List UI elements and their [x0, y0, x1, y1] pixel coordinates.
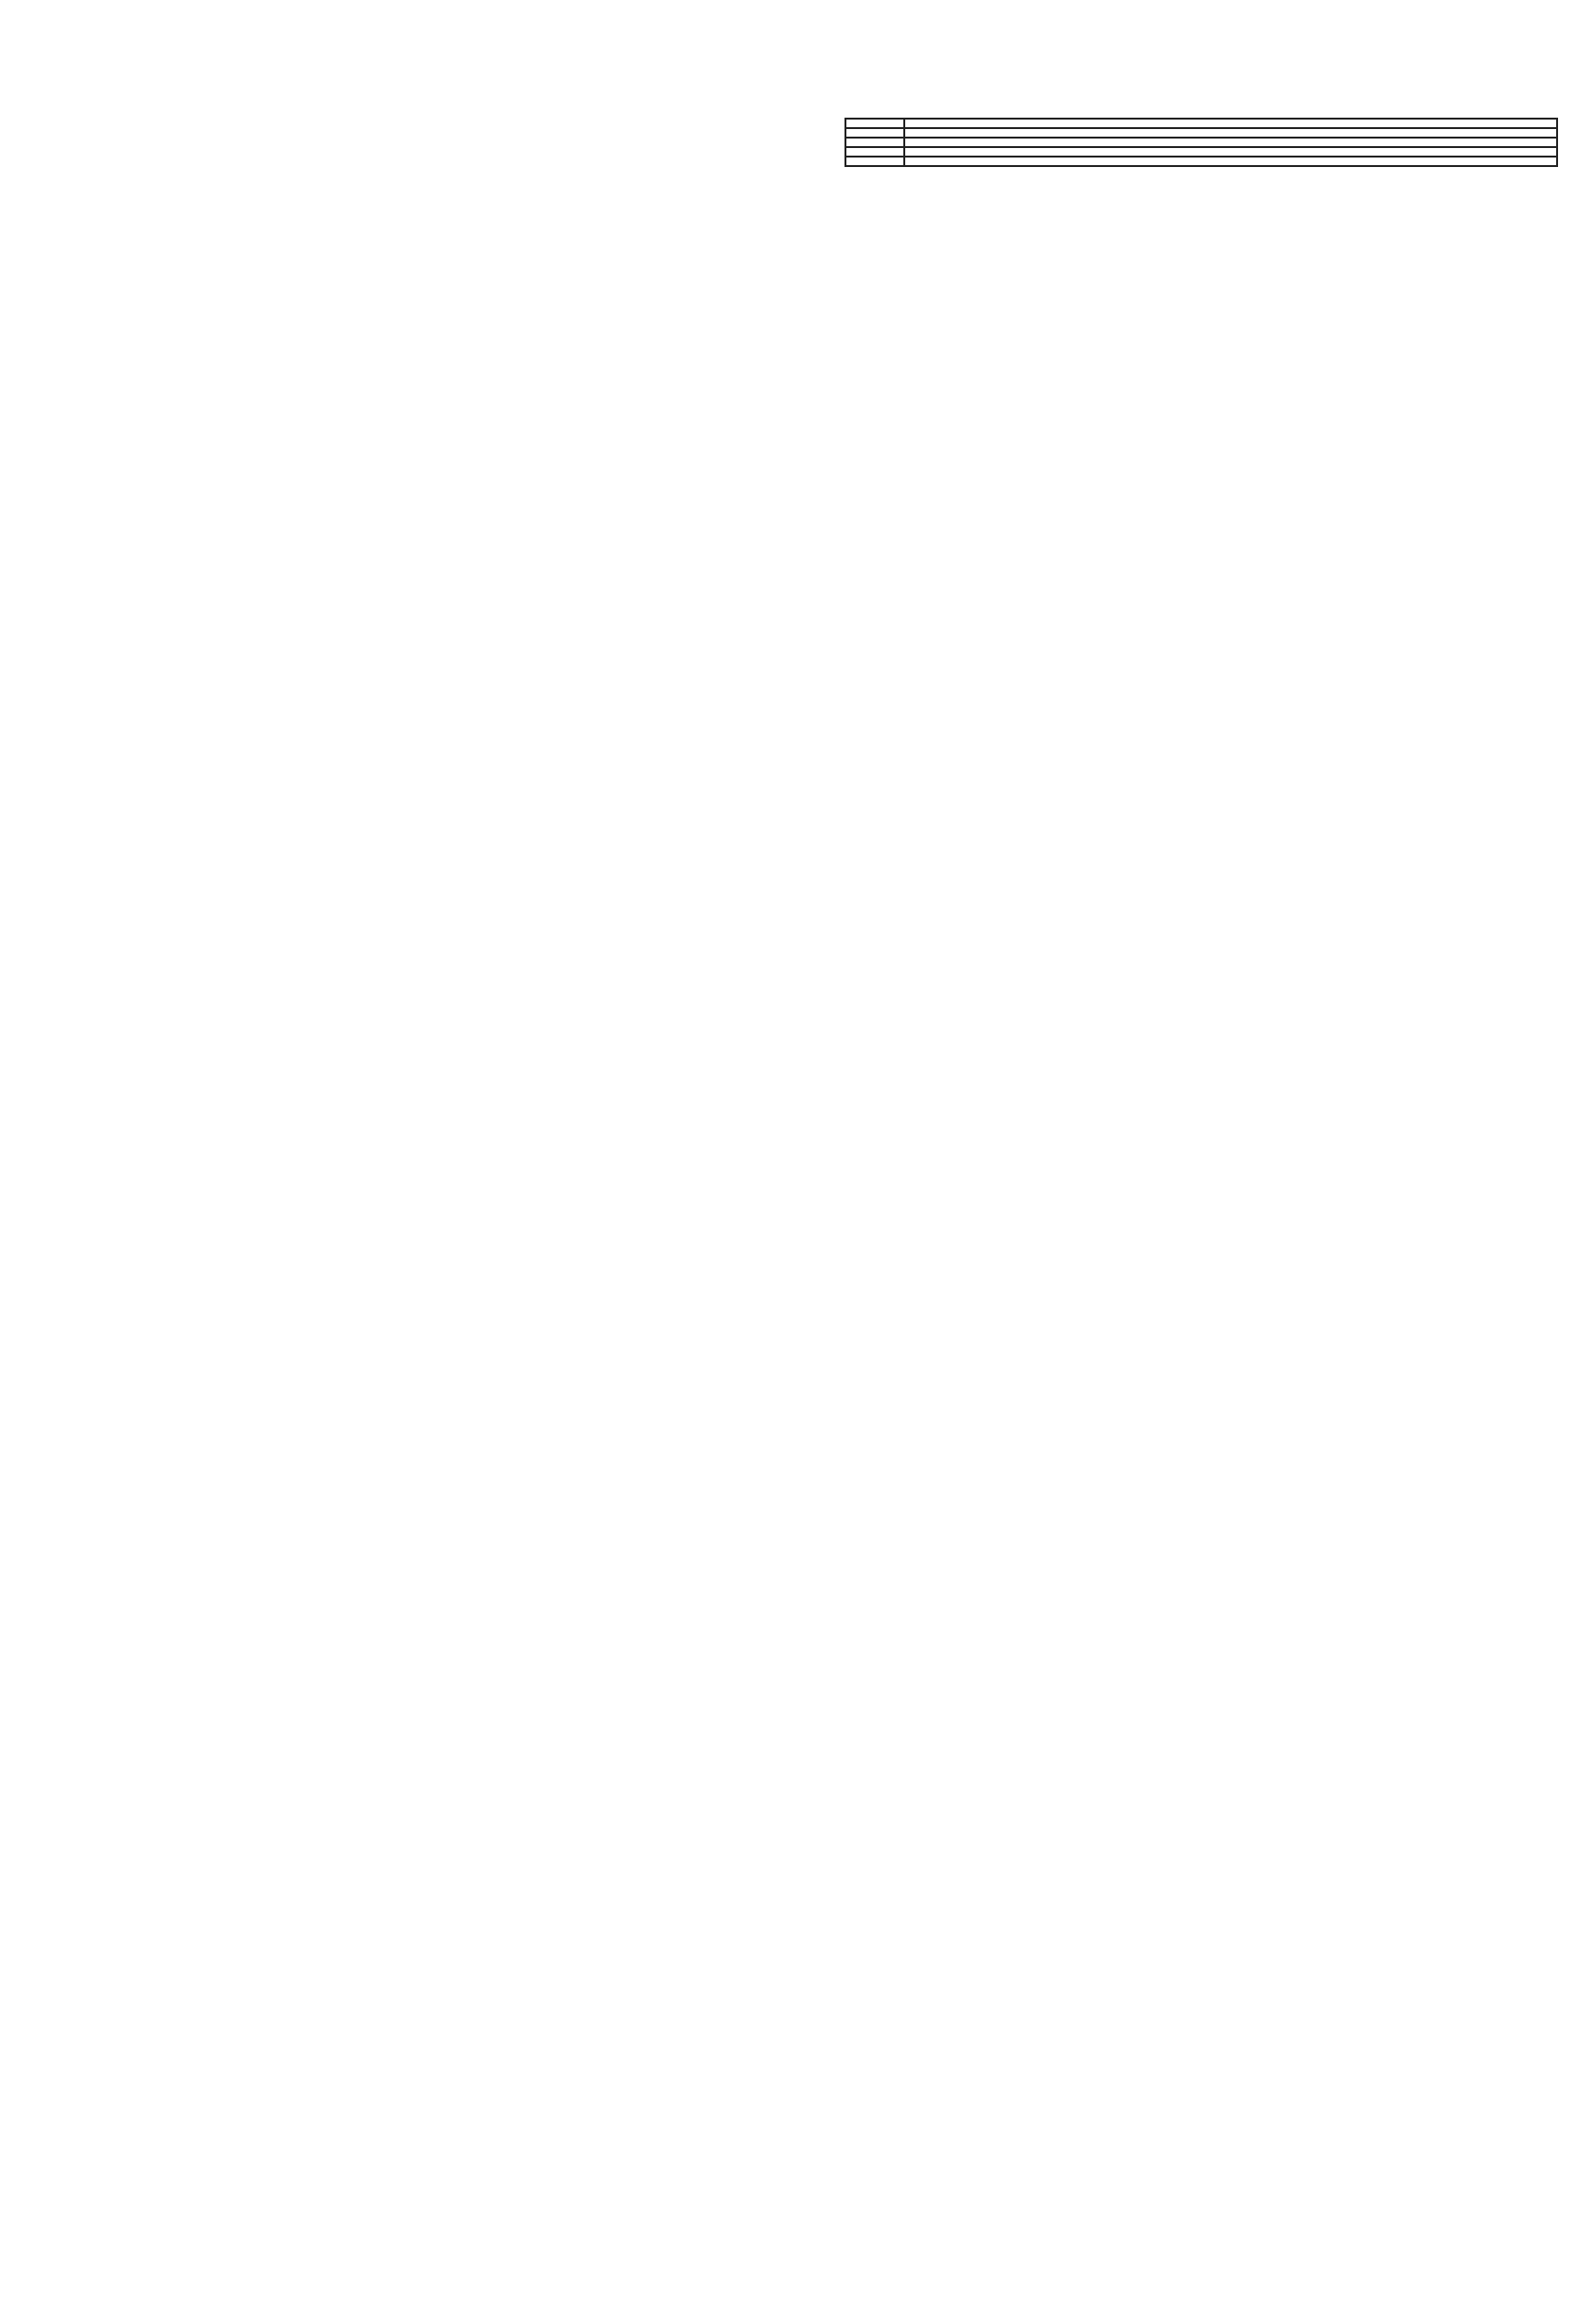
row-label: [845, 157, 904, 166]
table-row: [845, 128, 1557, 138]
row-label: [845, 119, 904, 128]
table-row: [845, 147, 1557, 157]
row-label: [845, 147, 904, 157]
table-row: [845, 119, 1557, 128]
row-label: [845, 128, 904, 138]
row-label: [845, 138, 904, 147]
row-text: [904, 119, 1557, 128]
row-text: [904, 138, 1557, 147]
table-row: [845, 138, 1557, 147]
row-text: [904, 128, 1557, 138]
table-row: [845, 157, 1557, 166]
prayer-intentions-table: [844, 118, 1558, 167]
row-text: [904, 157, 1557, 166]
row-text: [904, 147, 1557, 157]
left-column: [59, 78, 772, 118]
right-column: [844, 78, 1556, 167]
